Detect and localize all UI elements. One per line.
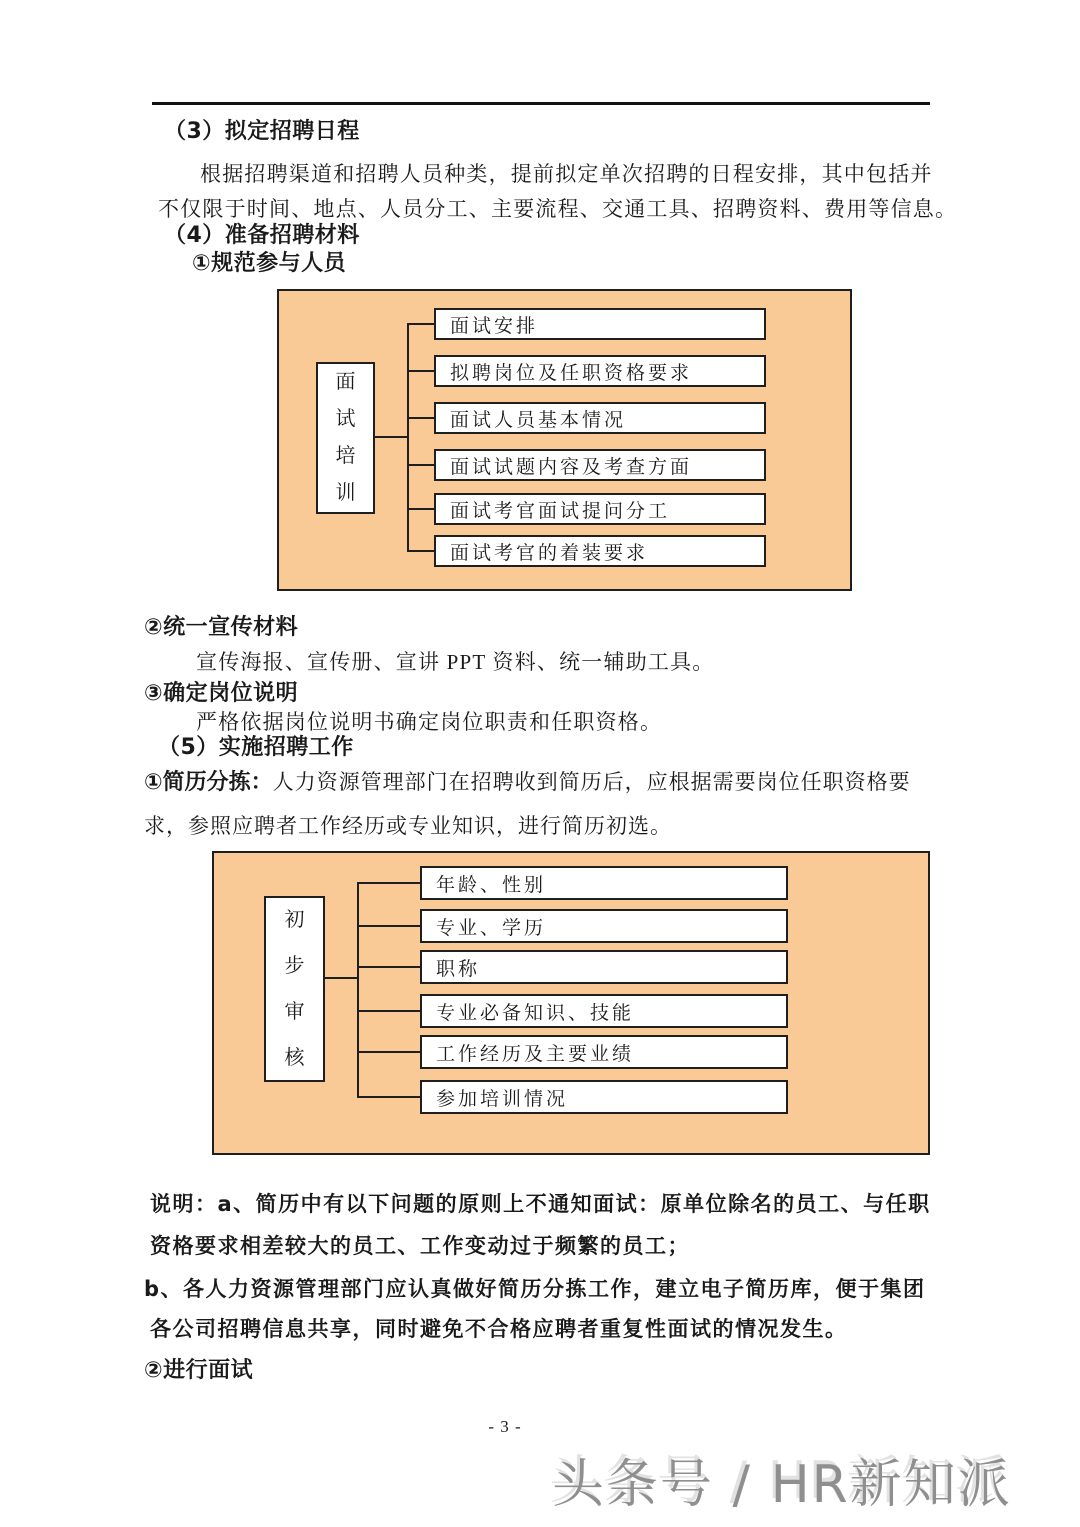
connector-branch: [409, 323, 434, 325]
diagram-root-box: [264, 896, 325, 1082]
connector-branch: [359, 1051, 420, 1053]
resume-sorting-label: ①简历分拣：: [144, 770, 273, 795]
resume-sorting-text: 人力资源管理部门在招聘收到简历后，应根据需要岗位任职资格要: [272, 770, 911, 794]
diagram-item-box: 职称: [420, 950, 788, 984]
note-line: 说明：a、简历中有以下问题的原则上不通知面试：原单位除名的员工、与任职: [150, 1192, 931, 1216]
initial-review-diagram: [212, 851, 930, 1155]
paragraph-line: 求，参照应聘者工作经历或专业知识，进行简历初选。: [144, 814, 672, 838]
page-number: - 3 -: [488, 1417, 522, 1436]
heading-section-3: （3）拟定招聘日程: [164, 119, 360, 144]
connector-branch: [359, 966, 420, 968]
paragraph-line: [144, 765, 911, 796]
watermark: 头条号 / HR新知派: [552, 1455, 1012, 1515]
paragraph-line: 根据招聘渠道和招聘人员种类，提前拟定单次招聘的日程安排，其中包括并: [200, 162, 933, 186]
note-line: b、各人力资源管理部门应认真做好简历分拣工作，建立电子简历库，便于集团: [144, 1277, 926, 1301]
paragraph-line: 不仅限于时间、地点、人员分工、主要流程、交通工具、招聘资料、费用等信息。: [158, 197, 958, 221]
heading-section-5: （5）实施招聘工作: [158, 735, 354, 760]
connector-branch: [409, 464, 434, 466]
heading-item-2: ②统一宣传材料: [144, 615, 299, 640]
paragraph-line: 宣传海报、宣传册、宣讲 PPT 资料、统一辅助工具。: [196, 650, 715, 674]
top-rule: [152, 102, 930, 105]
heading-section-4: （4）准备招聘材料: [164, 223, 360, 248]
heading-item-1: ①规范参与人员: [192, 251, 347, 276]
connector-branch: [359, 882, 420, 884]
connector-branch: [359, 1096, 420, 1098]
connector-line: [375, 436, 408, 438]
paragraph-line: 严格依据岗位说明书确定岗位职责和任职资格。: [196, 710, 663, 734]
connector-branch: [409, 550, 434, 552]
diagram-root-label: 面试培训: [335, 371, 356, 504]
connector-trunk: [357, 882, 359, 1098]
diagram-item-box: 面试试题内容及考查方面: [434, 449, 766, 481]
diagram-item-box: 拟聘岗位及任职资格要求: [434, 355, 766, 387]
connector-line: [325, 977, 358, 979]
diagram-item-box: 面试考官面试提问分工: [434, 493, 766, 525]
diagram-item-box: 面试考官的着装要求: [434, 535, 766, 567]
connector-branch: [359, 1010, 420, 1012]
heading-item-3: ③确定岗位说明: [144, 681, 299, 706]
diagram-item-box: 年龄、性别: [420, 866, 788, 900]
connector-branch: [359, 925, 420, 927]
diagram-item-box: 专业必备知识、技能: [420, 994, 788, 1028]
diagram-root-box: [316, 362, 375, 514]
connector-branch: [409, 508, 434, 510]
diagram-root-label: 初步审核: [284, 909, 305, 1069]
connector-branch: [409, 370, 434, 372]
diagram-item-box: 工作经历及主要业绩: [420, 1035, 788, 1069]
note-line: 资格要求相差较大的员工、工作变动过于频繁的员工；: [150, 1234, 690, 1258]
diagram-item-box: 面试安排: [434, 308, 766, 340]
connector-trunk: [407, 323, 409, 552]
heading-item-interview: ②进行面试: [144, 1358, 254, 1383]
note-line: 各公司招聘信息共享，同时避免不合格应聘者重复性面试的情况发生。: [150, 1317, 848, 1341]
diagram-item-box: 专业、学历: [420, 909, 788, 943]
interview-training-diagram: [277, 289, 852, 591]
connector-branch: [409, 417, 434, 419]
diagram-item-box: 参加培训情况: [420, 1080, 788, 1114]
diagram-item-box: 面试人员基本情况: [434, 402, 766, 434]
